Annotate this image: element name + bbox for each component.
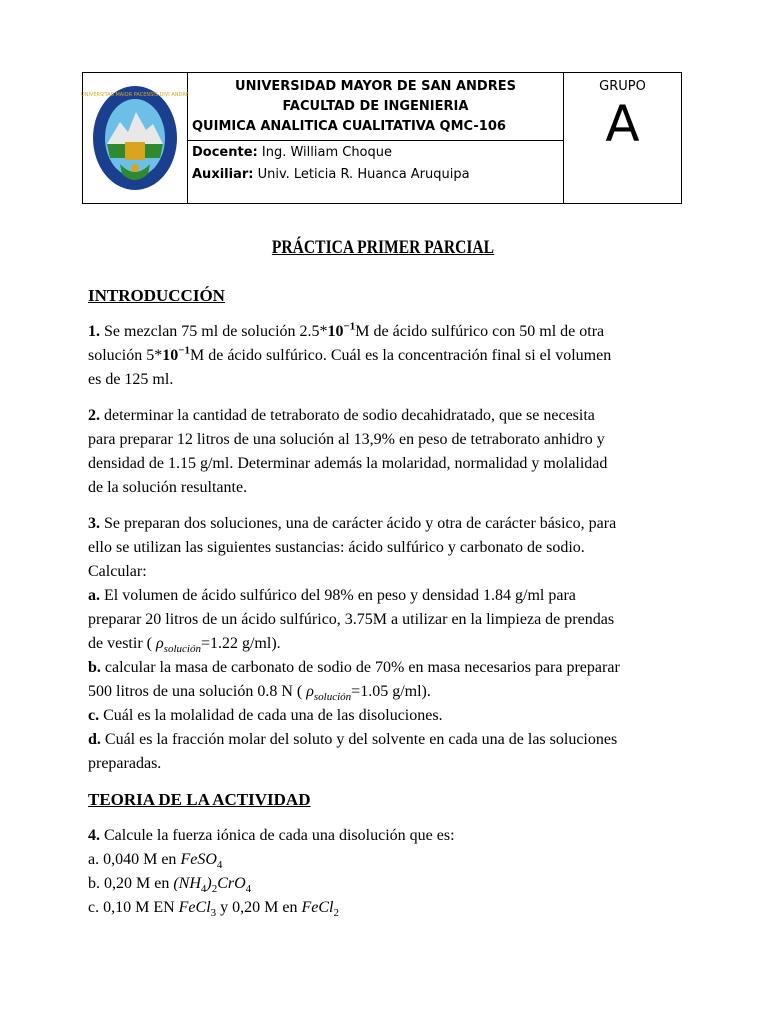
university-seal-cell: [83, 73, 188, 203]
formula-fecl3-sub: 3: [210, 907, 217, 920]
auxiliar-name: Univ. Leticia R. Huanca Aruquipa: [257, 167, 470, 182]
q4-c-mid: y 0,20 M en: [216, 899, 302, 916]
q3-d-line-2: preparadas.: [88, 755, 162, 772]
q4-c-pre: c. 0,10 M EN: [88, 899, 179, 916]
question-1: [88, 320, 678, 392]
header-info-cell: [188, 73, 564, 203]
q3-d-label: d.: [88, 731, 101, 748]
q1-text-e: es de 125 ml.: [88, 371, 174, 388]
staff-block: [188, 141, 563, 186]
header-table: [82, 72, 682, 204]
question-3: [88, 512, 678, 776]
q3-line-2: ello se utilizan las siguientes sustancias: ácido sulfúrico y carbonato de sodio.: [88, 539, 585, 556]
q3-b-line-1: calcular la masa de carbonato de sodio de 70% en masa necesarios para preparar: [100, 659, 620, 676]
q4-b-pre: b. 0,20 M en: [88, 875, 174, 892]
q3-b-line-2-post: =1.05 g/ml).: [351, 683, 431, 700]
q3-a-line-1: El volumen de ácido sulfúrico del 98% en peso y densidad 1.84 g/ml para: [100, 587, 576, 604]
q1-text-a: Se mezclan 75 ml de solución 2.5*: [100, 323, 328, 340]
grupo-letter: A: [605, 95, 640, 153]
q3-b-line-2-pre: 500 litros de una solución 0.8 N (: [88, 683, 307, 700]
q1-text-b: M de ácido sulfúrico con 50 ml de otra: [355, 323, 605, 340]
course-name: QUIMICA ANALITICA CUALITATIVA QMC-106: [192, 119, 506, 134]
q3-a-line-2: preparar 20 litros de un ácido sulfúrico, 3.75M a utilizar en la limpieza de prendas: [88, 611, 615, 628]
formula-fecl2-sub: 2: [333, 907, 339, 920]
grupo-cell: [564, 73, 681, 203]
grupo-label: GRUPO: [599, 79, 646, 94]
section-heading-intro: INTRODUCCIÓN: [88, 286, 225, 305]
q2-number: 2.: [88, 407, 100, 424]
docente-name: Ing. William Choque: [261, 145, 393, 160]
q1-number: 1.: [88, 323, 100, 340]
formula-paren: ): [206, 875, 212, 892]
docente-line: [192, 142, 563, 164]
faculty-name: FACULTAD DE INGENIERIA: [282, 99, 469, 114]
rho-symbol: ρ: [155, 635, 164, 652]
q1-text-c: solución 5*: [88, 347, 163, 364]
formula-fecl3: FeCl: [178, 899, 211, 916]
q3-c-label: c.: [88, 707, 100, 724]
page-title: PRÁCTICA PRIMER PARCIAL: [271, 237, 495, 258]
q3-d-line-1: Cuál es la fracción molar del soluto y del solvente en cada una de las soluciones: [100, 731, 618, 748]
q3-a-line-3-post: =1.22 g/ml).: [200, 635, 281, 652]
q1-pow1-exp: −1: [343, 320, 356, 333]
formula-feso4: FeSO: [180, 851, 217, 868]
rho-symbol: ρ: [306, 683, 314, 700]
question-4: [88, 824, 678, 920]
q3-line-3: Calcular:: [88, 563, 147, 580]
university-name: UNIVERSIDAD MAYOR DE SAN ANDRES: [235, 79, 516, 94]
q3-number: 3.: [88, 515, 100, 532]
q1-pow2-base: 10: [162, 347, 179, 364]
q3-c-line: Cuál es la molalidad de cada una de las disoluciones.: [99, 707, 443, 724]
q3-b-label: b.: [88, 659, 101, 676]
q4-number: 4.: [88, 827, 100, 844]
q1-text-d: M de ácido sulfúrico. Cuál es la concentración final si el volumen: [190, 347, 612, 364]
docente-label: Docente:: [192, 145, 258, 160]
q4-a-pre: a. 0,040 M en: [88, 851, 181, 868]
q4-line-1: Calcule la fuerza iónica de cada una disolución que es:: [100, 827, 455, 844]
section-heading-teoria: TEORIA DE LA ACTIVIDAD: [88, 790, 311, 809]
q3-a-label: a.: [88, 587, 100, 604]
q1-pow1-base: 10: [327, 323, 344, 340]
institution-block: [188, 73, 563, 141]
formula-nh4: (NH: [173, 875, 201, 892]
formula-fecl2: FeCl: [301, 899, 334, 916]
q2-line-1: determinar la cantidad de tetraborato de sodio decahidratado, que se necesita: [100, 407, 595, 424]
seal-text: UNIVERSITAS MAIOR PACENSIS DIVI ANDRE: [81, 92, 189, 98]
q2-line-3: densidad de 1.15 g/ml. Determinar además la molaridad, normalidad y molalidad: [88, 455, 608, 472]
formula-nh4-sub: 4: [200, 883, 207, 896]
auxiliar-label: Auxiliar:: [192, 167, 254, 182]
q3-line-1: Se preparan dos soluciones, una de carácter ácido y otra de carácter básico, para: [100, 515, 617, 532]
rho-subscript: solución: [313, 691, 352, 704]
formula-cro4-sub: 4: [245, 883, 252, 896]
formula-cro4: CrO: [217, 875, 246, 892]
q1-pow2-exp: −1: [178, 344, 190, 357]
question-2: [88, 404, 678, 500]
university-seal-icon: [81, 82, 189, 194]
q3-a-line-3-pre: de vestir (: [88, 635, 156, 652]
formula-feso4-sub: 4: [216, 859, 223, 872]
q2-line-4: de la solución resultante.: [88, 479, 248, 496]
q2-line-2: para preparar 12 litros de una solución al 13,9% en peso de tetraborato anhidro y: [88, 431, 605, 448]
rho-subscript: solución: [163, 643, 201, 656]
formula-paren-sub: 2: [211, 883, 218, 896]
document-body: [88, 236, 678, 932]
auxiliar-line: [192, 164, 563, 186]
